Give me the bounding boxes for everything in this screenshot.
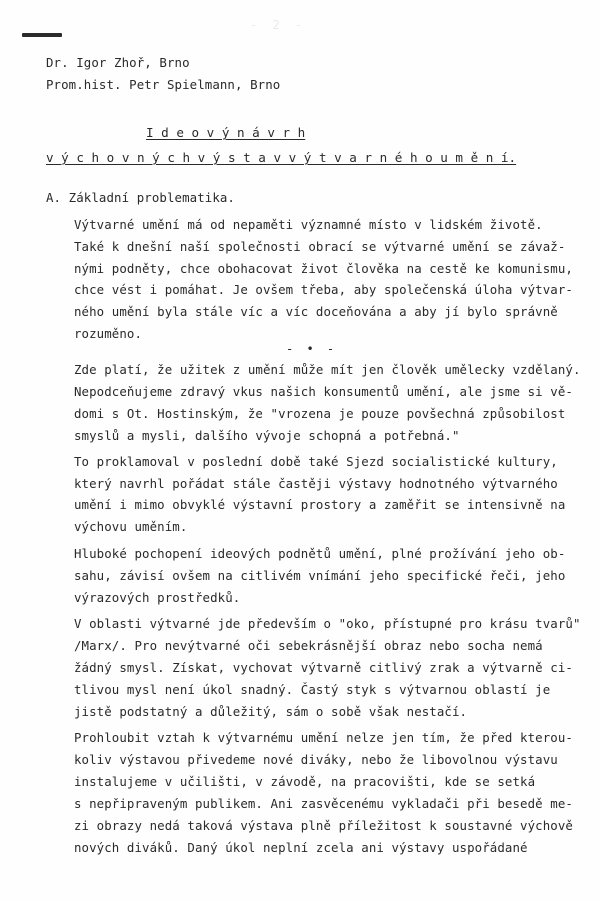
text-line: Také k dnešní naší společnosti obrací se výtvarné umění se závaž-: [74, 239, 566, 254]
author-line-2: Prom.hist. Petr Spielmann, Brno: [46, 77, 281, 92]
text-line: Prohloubit vztah k výtvarnému umění nelze jen tím, že před kterou-: [74, 730, 573, 745]
text-line: žádný smysl. Získat, vychovat výtvarně citlivý zrak a výtvarně ci-: [74, 660, 573, 675]
text-line: sahu, závisí ovšem na citlivém vnímání jeho specifické řeči, jeho: [74, 568, 566, 583]
text-line: smyslů a mysli, dalšího vývoje schopná a potřebná.": [74, 428, 460, 443]
text-line: který navrhl pořádat stále častěji výstavy hodnotného výtvarného: [74, 476, 558, 491]
text-line: To proklamoval v poslední době také Sjezd socialistické kultury,: [74, 454, 558, 469]
text-line: Nepodceňujeme zdravý vkus našich konsumentů umění, ale jsme si vě-: [74, 384, 573, 399]
text-line: umění i mimo obvyklé výstavní prostory a zaměřit se intensivně na: [74, 497, 566, 512]
text-line: výrazových prostředků.: [74, 590, 241, 605]
text-line: tlivou mysl není úkol snadný. Častý styk s výtvarnou oblastí je: [74, 682, 551, 697]
text-line: nových diváků. Daný úkol neplní zcela ani výstavy uspořádané: [74, 840, 528, 855]
text-line: Výtvarné umění má od nepaměti významné místo v lidském životě.: [74, 217, 543, 232]
text-line: jistě podstatný a důležitý, sám o sobě však nestačí.: [74, 704, 468, 719]
paragraph-separator: - • -: [286, 342, 338, 356]
document-title: I d e o v ý n á v r h: [146, 125, 306, 140]
text-line: nými podněty, chce obohacovat život člověka na cestě ke komunismu,: [74, 261, 573, 276]
text-line: chce vést i pomáhat. Je ovšem třeba, aby společenská úloha výtvar-: [74, 282, 573, 297]
text-line: výchovu uměním.: [74, 519, 188, 534]
text-line: ného umění byla stále víc a víc doceňována a aby jí bylo správně: [74, 304, 558, 319]
section-heading: [46, 191, 235, 205]
text-line: koliv výstavou přivedeme nové diváky, nebo že libovolnou výstavu: [74, 752, 558, 767]
corner-dash-mark: [22, 33, 62, 37]
text-line: instalujeme v učilišti, v závodě, na pracovišti, kde se setká: [74, 774, 536, 789]
text-line: V oblasti výtvarné jde především o "oko, přístupné pro krásu tvarů": [74, 616, 581, 631]
document-title-line-2: v ý c h o v n ý c h v ý s t a v v ý t v a r n é h o u m ě n í.: [46, 150, 517, 165]
text-line: zi obrazy nedá taková výstava plně příležitost k soustavné výchově: [74, 818, 573, 833]
section-heading-text: A. Základní problematika.: [46, 190, 235, 205]
text-line: /Marx/. Pro nevýtvarné oči sebekrásnější obraz nebo socha nemá: [74, 638, 543, 653]
page-number-marker: - 2 -: [250, 18, 307, 32]
text-line: s nepřipraveným publikem. Ani zasvěcenému vykladači při besedě me-: [74, 796, 573, 811]
author-line-1: Dr. Igor Zhoř, Brno: [46, 55, 190, 70]
text-line: Zde platí, že užitek z umění může mít jen člověk umělecky vzdělaný.: [74, 362, 581, 377]
text-line: domi s Ot. Hostinským, že "vrozena je pouze povšechná způsobilost: [74, 406, 566, 421]
text-line: Hluboké pochopení ideových podnětů umění, plné prožívání jeho ob-: [74, 546, 566, 561]
text-line: rozuměno.: [74, 326, 143, 341]
